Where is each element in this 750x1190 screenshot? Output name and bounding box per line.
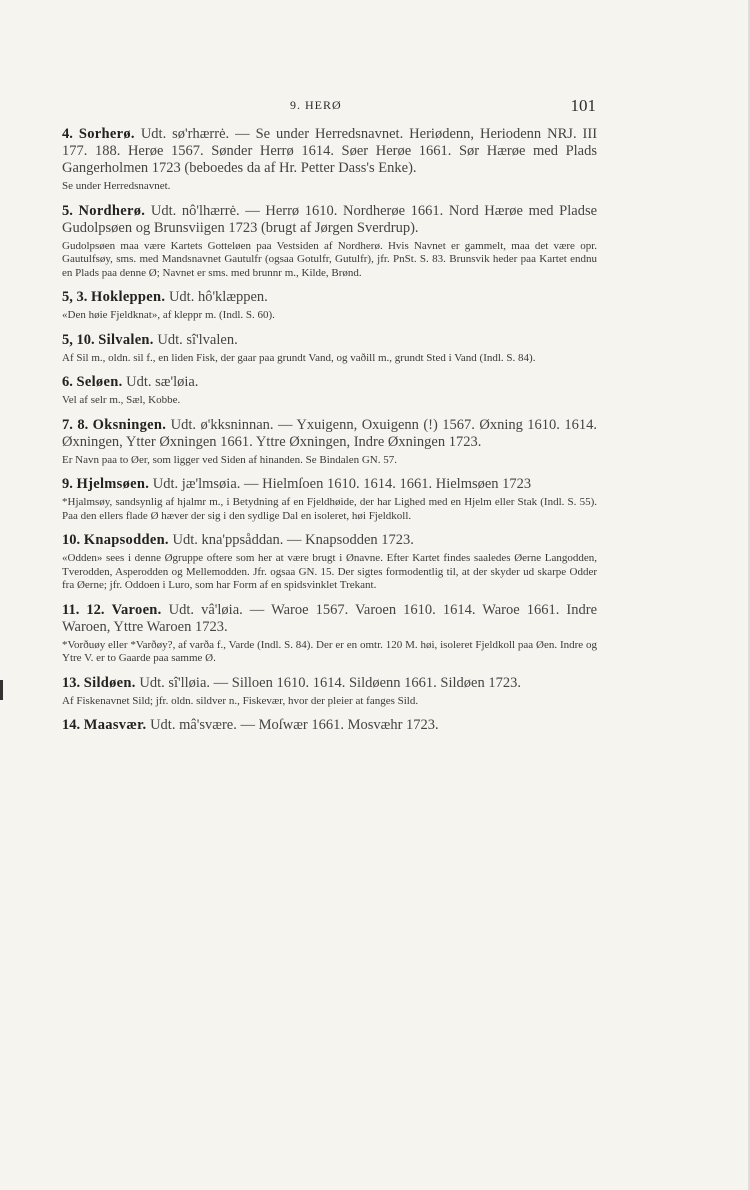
scan-margin-mark bbox=[0, 680, 3, 700]
entry-name: Varoen. bbox=[111, 601, 162, 618]
entry-note: Af Sil m., oldn. sil f., en liden Fisk, der gaar paa grundt Vand, og vaðill m., grundt Sted i Vand (Indl. S. 84). bbox=[62, 351, 536, 364]
entry-text: Udt. sî'lvalen. bbox=[157, 331, 238, 348]
entry bbox=[62, 374, 597, 408]
entry-note: Af Fiskenavnet Sild; jfr. oldn. sildver n., Fiskevær, hvor der pleier at fanges Sild. bbox=[62, 694, 419, 707]
entry-number: 6. bbox=[62, 374, 73, 390]
entry-main bbox=[62, 476, 597, 493]
entry-number: 10. bbox=[62, 532, 81, 548]
entry-note: Er Navn paa to Øer, som ligger ved Siden af hinanden. Se Bindalen GN. 57. bbox=[62, 453, 397, 466]
entry-note: «Den høie Fjeldknat», af kleppr m. (Indl. S. 60). bbox=[62, 309, 275, 321]
entry-text: Udt. kna'ppsåddan. — Knapsodden 1723. bbox=[172, 532, 414, 548]
entry-main bbox=[62, 532, 597, 549]
entry-main bbox=[62, 374, 597, 391]
entry-text: Udt. nô'lhærrė. — Herrø 1610. Nordherøe 1661. Nord Hærøe med Pladse Gudolpsøen og Brunsviigen 1723 (brugt af Jørgen Sverdrup). bbox=[62, 202, 598, 236]
entry-number: 5, 10. bbox=[62, 331, 95, 348]
running-title: 9. HERØ bbox=[290, 98, 342, 112]
entry-name: Silvalen. bbox=[98, 331, 154, 348]
entry bbox=[62, 717, 597, 734]
entry-number: 7. 8. bbox=[62, 416, 89, 433]
entries-list bbox=[62, 126, 597, 743]
entry-text: Udt. jæ'lmsøia. — Hielmſoen 1610. 1614. 1661. Hielmsøen 1723 bbox=[152, 476, 532, 492]
entry-text: Udt. ø'kksninnan. — Yxuigenn, Oxuigenn (!) 1567. Øxning 1610. 1614. Øxningen, Ytter Øxningen 1661. Yttre Øxningen, Indre Øxningen 1723. bbox=[62, 416, 597, 450]
entry-name: Nordherø. bbox=[78, 202, 146, 219]
entry-name: Hokleppen. bbox=[91, 289, 166, 305]
entry-text: Udt. mâ'svære. — Moſwær 1661. Mosvæhr 1723. bbox=[150, 717, 439, 733]
entry-name: Maasvær. bbox=[83, 717, 147, 733]
entry-main bbox=[62, 417, 597, 451]
entry-note: Se under Herredsnavnet. bbox=[62, 180, 171, 192]
entry-main bbox=[62, 675, 597, 692]
entry bbox=[62, 203, 597, 281]
entry-note: «Odden» sees i denne Øgruppe oftere som her at være brugt i Ønavne. Efter Kartet findes saaledes Øerne Langodden, Tverodden, Asperodden og Mellemodden. Jfr. ogsaa GN. 15. Der sigtes formodentlig til, at der skyder ud skarpe Odder fra Øerne; jfr. Oddoen i Luro, som har Form af en spidsvinklet Trekant. bbox=[62, 552, 597, 591]
page-number: 101 bbox=[570, 96, 596, 115]
entry-text: Udt. sî'lløia. — Silloen 1610. 1614. Sildøenn 1661. Sildøen 1723. bbox=[139, 674, 521, 691]
entry-main bbox=[62, 602, 597, 636]
entry-name: Seløen. bbox=[76, 374, 123, 390]
entry-number: 5, 3. bbox=[62, 289, 88, 305]
entry bbox=[62, 332, 597, 366]
entry-main bbox=[62, 332, 597, 349]
entry-main bbox=[62, 289, 597, 306]
entry bbox=[62, 602, 597, 666]
entry-number: 4. bbox=[62, 126, 73, 142]
entry-note: Vel af selr m., Sæl, Kobbe. bbox=[62, 394, 181, 406]
entry-main bbox=[62, 126, 597, 177]
entry-main bbox=[62, 717, 597, 734]
entry-name: Oksningen. bbox=[92, 416, 167, 433]
entry-number: 11. 12. bbox=[62, 601, 105, 618]
entry-number: 14. bbox=[62, 717, 81, 733]
page-header bbox=[96, 96, 596, 122]
entry-name: Sorherø. bbox=[78, 126, 135, 142]
entry-name: Hjelmsøen. bbox=[76, 476, 150, 492]
entry bbox=[62, 532, 597, 593]
entry-note: *Hjalmsøy, sandsynlig af hjalmr m., i Betydning af en Fjeldhøide, der har Lighed med en Hjelm eller Stak (Indl. S. 55). Paa den ellers flade Ø hæver der sig i den sydlige Dal en isoleret, høi Fjeldkoll. bbox=[62, 496, 597, 522]
entry-main bbox=[62, 203, 597, 237]
entry-note: *Vorðuøy eller *Varðøy?, af varða f., Varde (Indl. S. 84). Der er en omtr. 120 M. høi, isoleret Fjeldkoll paa Øen. Indre og Ytre V. er to Gaarde paa samme Ø. bbox=[62, 638, 597, 664]
entry bbox=[62, 289, 597, 323]
entry-text: Udt. vâ'løia. — Waroe 1567. Varoen 1610. 1614. Waroe 1661. Indre Waroen, Yttre Waroen 1723. bbox=[62, 601, 598, 635]
entry bbox=[62, 417, 597, 468]
entry-text: Udt. sæ'løia. bbox=[126, 374, 199, 390]
entry bbox=[62, 126, 597, 194]
entry bbox=[62, 675, 597, 709]
entry-number: 5. bbox=[62, 202, 73, 219]
entry-text: Udt. sø'rhærrė. — Se under Herredsnavnet. Heriødenn, Heriodenn NRJ. III 177. 188. Herøe 1567. Sønder Herrø 1614. Søer Herøe 1661. Sør Hærøe med Plads Gangerholmen 1723 (beboedes da af Hr. Petter Dass's Enke). bbox=[62, 126, 598, 176]
entry-number: 9. bbox=[62, 476, 73, 492]
entry-number: 13. bbox=[62, 674, 81, 691]
entry-text: Udt. hô'klæppen. bbox=[168, 289, 268, 305]
entry-note: Gudolpsøen maa være Kartets Gotteløen paa Vestsiden af Nordherø. Hvis Navnet er gammelt, maa det være opr. Gautulfsøy, sms. med Mandsnavnet Gautulfr (ogsaa Gotulfr, Gutulfr), jfr. PnSt. S. 83. Brunsvik heder paa Kartet endnu en Plads paa denne Ø; Navnet er sms. med brunnr m., Kilde, Brønd. bbox=[62, 239, 597, 279]
entry-name: Knapsodden. bbox=[83, 532, 169, 548]
entry bbox=[62, 476, 597, 523]
entry-name: Sildøen. bbox=[83, 674, 136, 691]
